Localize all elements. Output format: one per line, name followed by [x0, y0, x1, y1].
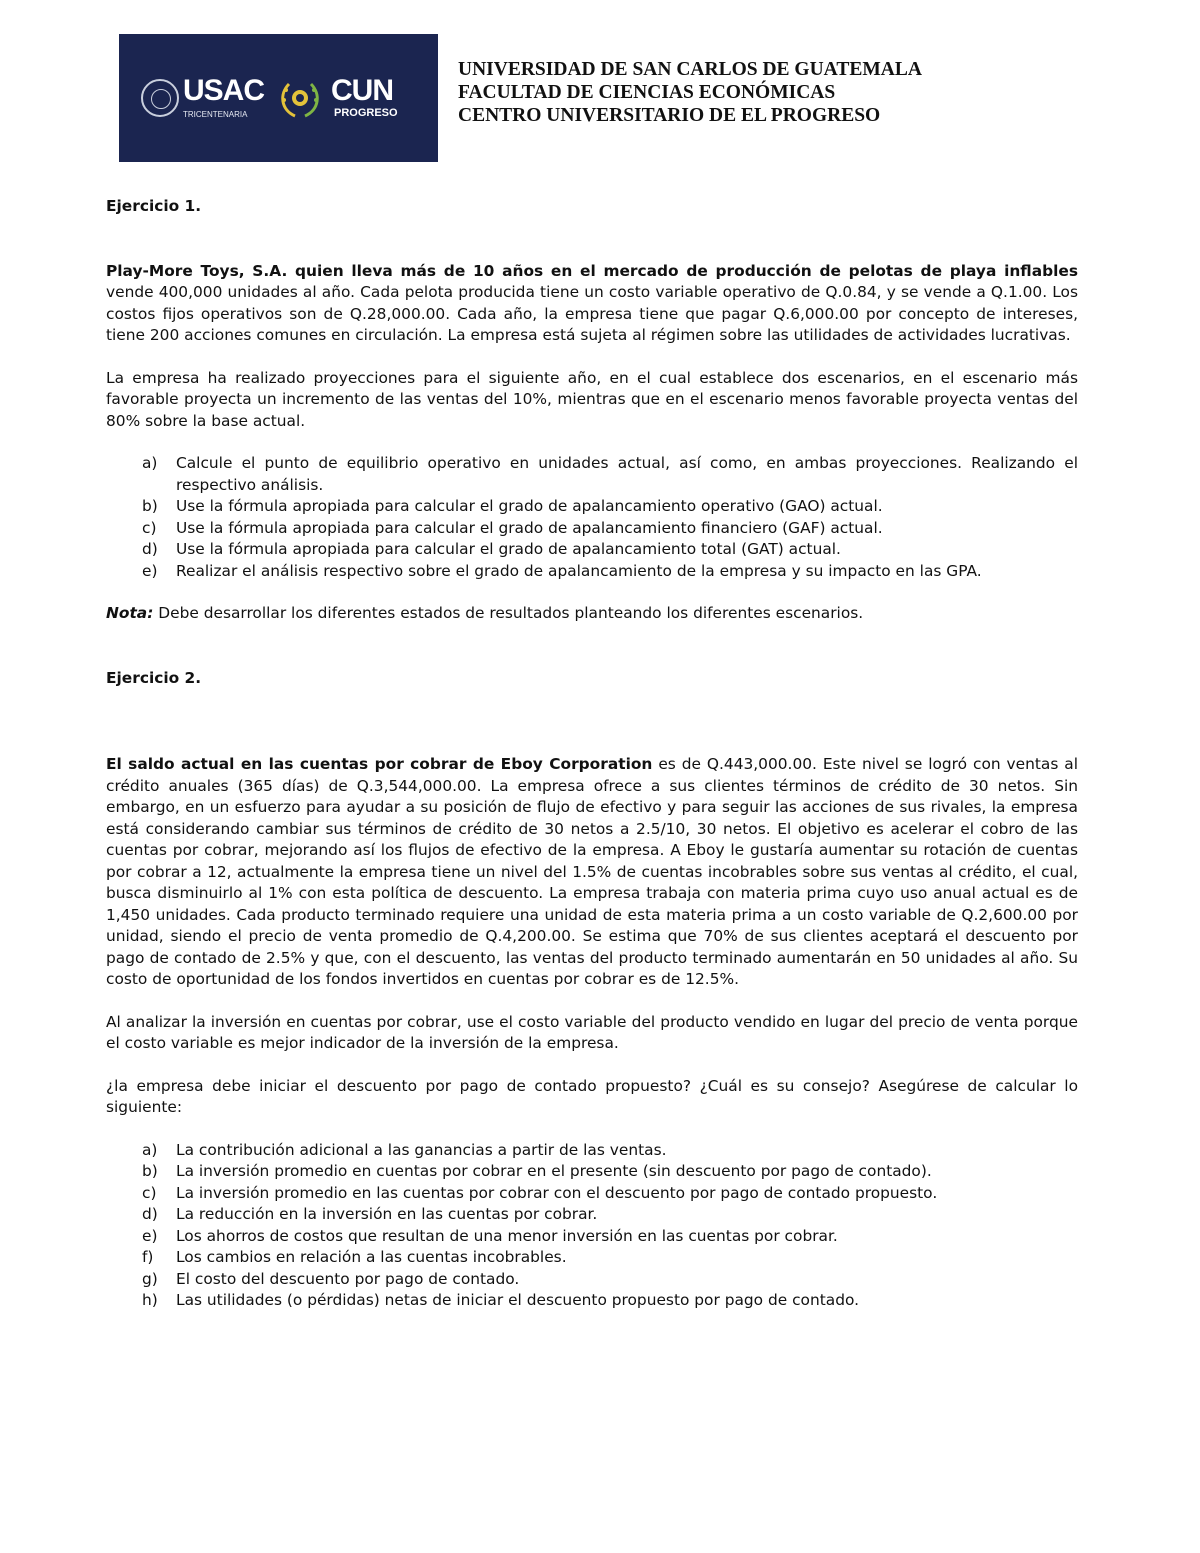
university-header [458, 58, 922, 127]
list-item-text: La inversión promedio en cuentas por cobrar en el presente (sin descuento por pago de contado). [176, 1162, 932, 1180]
list-item-text: La inversión promedio en las cuentas por cobrar con el descuento por pago de contado propuesto. [176, 1183, 938, 1202]
list-item [106, 1247, 1078, 1269]
header-center: CENTRO UNIVERSITARIO DE EL PROGRESO [458, 105, 881, 126]
header-university: UNIVERSIDAD DE SAN CARLOS DE GUATEMALA [458, 59, 922, 80]
list-item-label: b) [142, 497, 158, 515]
list-item [106, 1161, 1078, 1183]
list-item [106, 1269, 1078, 1291]
list-item-text: Calcule el punto de equilibrio operativo en unidades actual, así como, en ambas proyecciones. Realizando el respectivo análisis. [176, 454, 1078, 494]
list-item-label: g) [142, 1269, 158, 1288]
exercise-1-title: Ejercicio 1. [106, 197, 202, 215]
list-item-label: c) [142, 1183, 157, 1202]
exercise-2-paragraph-2: Al analizar la inversión en cuentas por cobrar, use el costo variable del producto vendido en lugar del precio de venta porque el costo variable es mejor indicador de la inversión de la empresa. [106, 1012, 1078, 1052]
list-item-text: Las utilidades (o pérdidas) netas de iniciar el descuento propuesto por pago de contado. [176, 1291, 860, 1309]
list-item-label: c) [142, 518, 157, 537]
header-faculty: FACULTAD DE CIENCIAS ECONÓMICAS [458, 82, 836, 103]
exercise-1-note [106, 603, 1078, 625]
exercise-1-paragraph-1-text: vende 400,000 unidades al año. Cada pelota producida tiene un costo variable operativo de Q.0.84, y se vende a Q.1.00. Los costos fijos operativos son de Q.28,000.00. Cada año, la empresa tiene que pagar Q.6,000.00 por concepto de intereses, tiene 200 acciones comunes en circulación. La empresa está sujeta al régimen sobre las utilidades de actividades lucrativas. [106, 283, 1078, 344]
list-item [106, 496, 1078, 518]
list-item-text: La contribución adicional a las ganancias a partir de las ventas. [176, 1140, 667, 1159]
exercise-1-paragraph-2: La empresa ha realizado proyecciones para el siguiente año, en el cual establece dos escenarios, en el escenario más favorable proyecta un incremento de las ventas del 10%, mientras que en el escenario menos favorable proyecta ventas del 80% sobre la base actual. [106, 368, 1078, 430]
list-item [106, 1226, 1078, 1248]
list-item [106, 1204, 1078, 1226]
document-body [106, 196, 1078, 1312]
list-item [106, 518, 1078, 540]
list-item-text: Realizar el análisis respectivo sobre el grado de apalancamiento de la empresa y su impacto en las GPA. [176, 561, 982, 580]
list-item-label: a) [142, 454, 158, 472]
list-item-text: La reducción en la inversión en las cuentas por cobrar. [176, 1205, 598, 1223]
list-item-label: d) [142, 1205, 158, 1223]
cun-logo-text: CUN [331, 74, 393, 107]
note-text: Debe desarrollar los diferentes estados de resultados planteando los diferentes escenarios. [153, 604, 864, 622]
list-item-label: h) [142, 1291, 158, 1309]
list-item [106, 539, 1078, 561]
usac-logo-text: USAC [183, 74, 265, 107]
list-item [106, 453, 1078, 496]
list-item-label: b) [142, 1162, 158, 1180]
list-item-text: Los ahorros de costos que resultan de una menor inversión en las cuentas por cobrar. [176, 1226, 838, 1245]
list-item [106, 1183, 1078, 1205]
list-item-text: El costo del descuento por pago de contado. [176, 1269, 520, 1288]
list-item-label: f) [142, 1248, 154, 1266]
institution-logo-banner [119, 34, 438, 162]
list-item-text: Use la fórmula apropiada para calcular el grado de apalancamiento financiero (GAF) actual. [176, 518, 883, 537]
list-item-text: Los cambios en relación a las cuentas incobrables. [176, 1248, 567, 1266]
list-item [106, 1140, 1078, 1162]
list-item-label: a) [142, 1140, 158, 1159]
exercise-2-paragraph-1-text: es de Q.443,000.00. Este nivel se logró con ventas al crédito anuales (365 días) de Q.3,544,000.00. La empresa ofrece a sus clientes términos de crédito de 30 netos. Sin embargo, en un esfuerzo para ayudar a su posición de flujo de efectivo y para seguir las acciones de sus rivales, la empresa está considerando cambiar sus términos de crédito de 30 netos a 2.5/10, 30 netos. El objetivo es acelerar el cobro de las cuentas por cobrar, mejorando así los flujos de efectivo de la empresa. A Eboy le gustaría aumentar su rotación de cuentas por cobrar a 12, actualmente la empresa tiene un nivel del 1.5% de cuentas incobrables sobre sus ventas al crédito, el cual, busca disminuirlo al 1% con esta política de descuento. La empresa trabaja con materia prima cuyo uso anual actual es de 1,450 unidades. Cada producto terminado requiere una unidad de esta materia prima a un costo variable de Q.2,600.00 por unidad, siendo el precio de venta promedio de Q.4,200.00. Se estima que 70% de sus clientes aceptará el descuento por pago de contado de 2.5% y que, con el descuento, las ventas del producto terminado aumentarán en 50 unidades al año. Su costo de oportunidad de los fondos invertidos en cuentas por cobrar es de 12.5%. [106, 755, 1079, 988]
exercise-1-paragraph-1 [106, 261, 1078, 347]
list-item [106, 1290, 1078, 1312]
list-item-label: d) [142, 540, 158, 558]
exercise-2-task-list [106, 1140, 1078, 1312]
exercise-2-paragraph-1 [106, 754, 1078, 991]
exercise-2-lead: El saldo actual en las cuentas por cobrar de Eboy Corporation [106, 755, 653, 773]
cun-wreath-icon [277, 76, 323, 122]
note-label: Nota: [106, 604, 154, 622]
list-item-label: e) [142, 561, 158, 580]
list-item [106, 561, 1078, 583]
exercise-2-paragraph-3: ¿la empresa debe iniciar el descuento por pago de contado propuesto? ¿Cuál es su consejo? Asegúrese de calcular lo siguiente: [106, 1076, 1078, 1116]
usac-seal-icon [141, 79, 179, 117]
list-item-text: Use la fórmula apropiada para calcular el grado de apalancamiento operativo (GAO) actual. [176, 497, 883, 515]
list-item-label: e) [142, 1226, 158, 1245]
usac-logo-subtitle: TRICENTENARIA [183, 110, 248, 119]
exercise-1-company-lead: Play-More Toys, S.A. quien lleva más de 10 años en el mercado de producción de pelotas de playa inflables [106, 261, 1078, 280]
list-item-text: Use la fórmula apropiada para calcular el grado de apalancamiento total (GAT) actual. [176, 540, 841, 558]
cun-logo-subtitle: PROGRESO [334, 107, 398, 119]
exercise-2-title: Ejercicio 2. [106, 668, 202, 687]
exercise-1-task-list [106, 453, 1078, 582]
